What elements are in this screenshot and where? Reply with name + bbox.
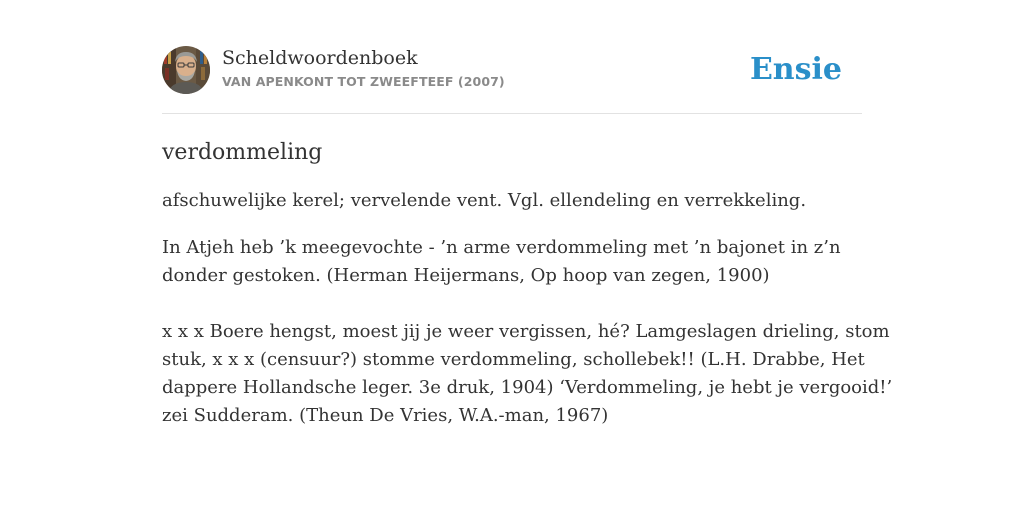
example-line: donder gestoken. (Herman Heijermans, Op hoop van zegen, 1900) bbox=[162, 265, 770, 286]
example-line: stuk, x x x (censuur?) stomme verdommeling, schollebek!! (L.H. Drabbe, Het bbox=[162, 349, 865, 370]
entry-definition: afschuwelijke kerel; vervelende vent. Vgl. ellendeling en verrekkeling. bbox=[162, 190, 807, 211]
source-subtitle: VAN APENKONT TOT ZWEEFTEEF (2007) bbox=[222, 74, 505, 89]
entry-content bbox=[162, 138, 893, 430]
example-spacer bbox=[162, 290, 862, 318]
author-avatar[interactable] bbox=[162, 46, 210, 94]
example-line: x x x Boere hengst, moest jij je weer vergissen, hé? Lamgeslagen drieling, stom bbox=[162, 321, 890, 342]
source-title[interactable]: Scheldwoordenboek bbox=[222, 47, 418, 69]
brand-logo[interactable]: Ensie bbox=[749, 52, 842, 87]
source-header bbox=[162, 46, 862, 96]
entry-examples bbox=[162, 234, 893, 430]
example-line: dappere Hollandsche leger. 3e druk, 1904) ‘Verdommeling, je hebt je vergooid!’ bbox=[162, 377, 893, 398]
author-portrait-icon bbox=[162, 46, 210, 94]
header-divider bbox=[162, 113, 862, 114]
example-line: In Atjeh heb ’k meegevochte - ’n arme verdommeling met ’n bajonet in z’n bbox=[162, 237, 841, 258]
entry-headword: verdommeling bbox=[162, 140, 323, 165]
example-line: zei Sudderam. (Theun De Vries, W.A.-man, 1967) bbox=[162, 405, 609, 426]
